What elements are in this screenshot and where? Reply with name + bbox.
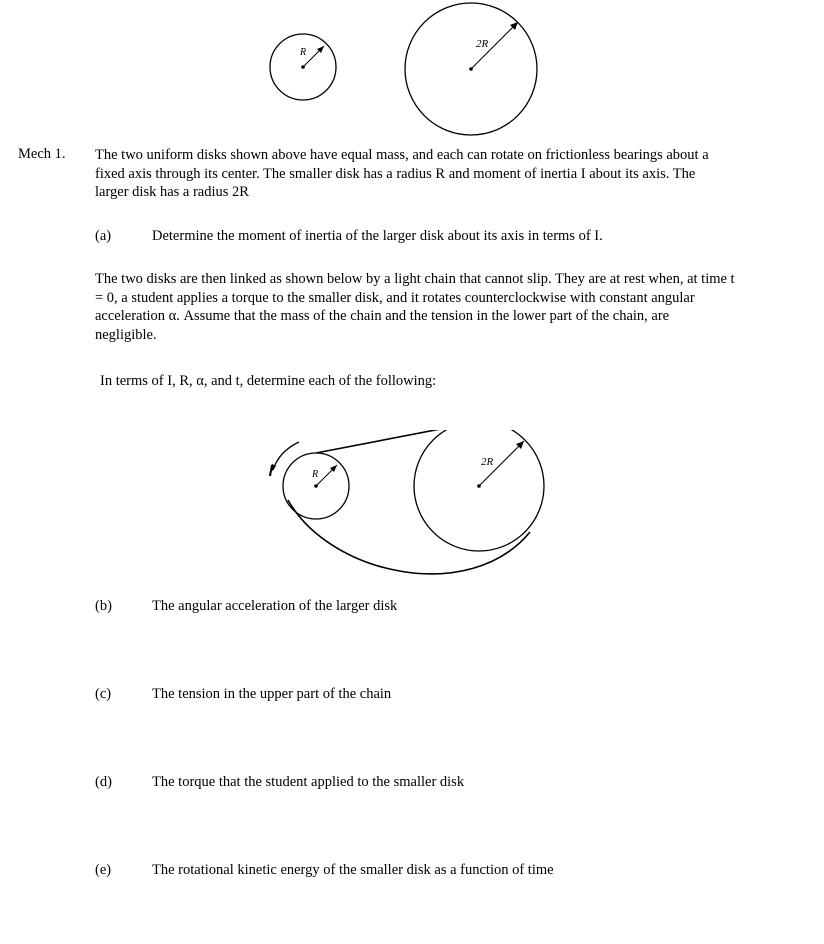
instruction: In terms of I, R, α, and t, determine each of the following: (100, 373, 437, 389)
small-radius-label-bottom: R (312, 469, 319, 480)
intro-line: fixed axis through its center. The smaller disk has a radius R and moment of inertia I about its axis. The (95, 165, 696, 182)
intro-line: larger disk has a radius 2R (95, 184, 249, 200)
part-b-label: (b) (95, 598, 112, 614)
large-radius-label-top: 2R (476, 38, 489, 50)
intro-paragraph (95, 146, 815, 202)
small-disk-top (270, 34, 336, 100)
large-disk-bottom (414, 430, 544, 551)
part-d-label: (d) (95, 774, 112, 790)
small-disk-bottom (283, 453, 349, 519)
part-c-label: (c) (95, 686, 112, 702)
figure-bottom (0, 430, 824, 590)
setup-paragraph (95, 270, 815, 344)
problem-label: Mech 1. (18, 146, 66, 162)
small-radius-label-top: R (300, 47, 307, 58)
large-disk-top (405, 3, 537, 135)
chain (288, 430, 530, 574)
setup-line: The two disks are then linked as shown below by a light chain that cannot slip. They are at rest when, at time t (95, 271, 735, 287)
part-a-text: Determine the moment of inertia of the larger disk about its axis in terms of I. (152, 228, 603, 244)
part-d-text: The torque that the student applied to the smaller disk (152, 774, 465, 790)
part-a-label: (a) (95, 228, 112, 244)
setup-line: = 0, a student applies a torque to the smaller disk, and it rotates counterclockwise with constant angular (95, 289, 695, 306)
part-c-text: The tension in the upper part of the chain (152, 686, 392, 702)
part-e-label: (e) (95, 862, 112, 878)
part-b-text: The angular acceleration of the larger disk (152, 598, 398, 614)
large-radius-label-bottom: 2R (481, 456, 494, 468)
setup-line: acceleration α. Assume that the mass of the chain and the tension in the lower part of the chain, are (95, 308, 670, 324)
setup-line: negligible. (95, 326, 157, 343)
figure-top (0, 0, 824, 140)
counterclockwise-arrow-icon (269, 442, 299, 476)
intro-line: The two uniform disks shown above have equal mass, and each can rotate on frictionless bearings about a (95, 147, 709, 163)
part-e-text: The rotational kinetic energy of the smaller disk as a function of time (152, 862, 554, 878)
